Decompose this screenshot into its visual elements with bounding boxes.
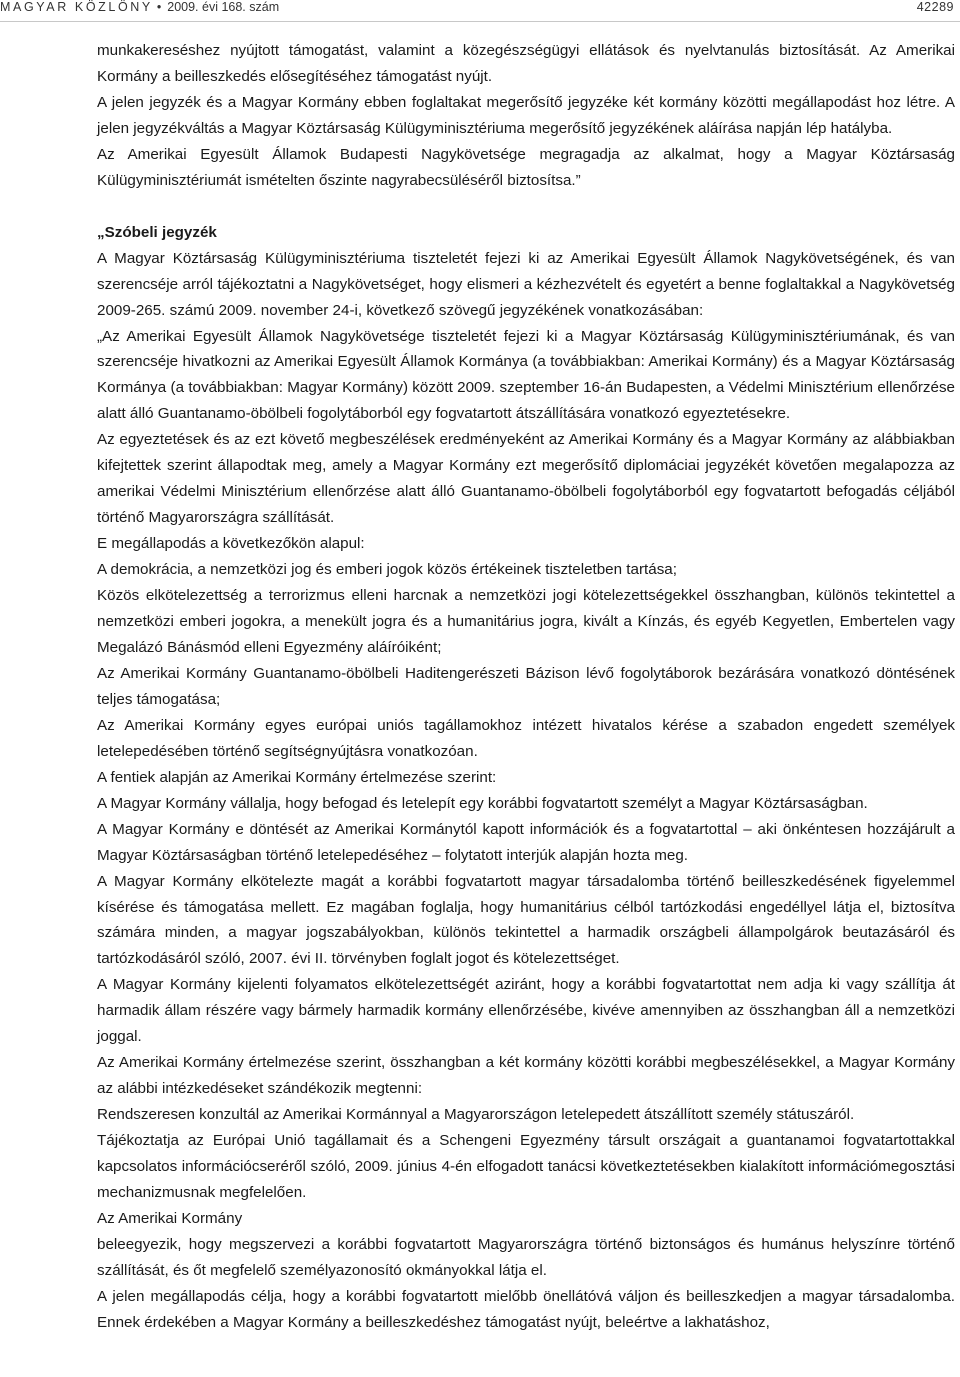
paragraph: A fentiek alapján az Amerikai Kormány értelmezése szerint:	[97, 768, 497, 786]
paragraph: A jelen jegyzék és a Magyar Kormány ebben foglaltakat megerősítő jegyzéke két kormány közötti megállapodást hoz létre. A jelen jegyzékváltás a Magyar Köztársaság Külügyminisztériuma megerősítő jegyzékének aláírása napján lép hatályba.	[97, 93, 955, 137]
header-divider	[0, 21, 960, 22]
paragraph: A Magyar Kormány elkötelezte magát a korábbi fogvatartott magyar társadalomba történő beilleszkedésének figyelemmel kísérése és támogatása mellett. Ez magában foglalja, hogy humanitárius célból tartózkodási engedéllyel látja el, biztosítva számára minden, a magyar jogszabályokban, különös tekintettel a harmadik országbeli állampolgárok beutazásáról és tartózkodásáról szóló, 2007. évi II. törvényben foglalt jogot és kötelezettséget.	[97, 872, 955, 968]
paragraph: Az Amerikai Kormány	[97, 1209, 243, 1227]
page-body	[97, 38, 955, 1336]
paragraph: munkakereséshez nyújtott támogatást, valamint a közegészségügyi ellátások és nyelvtanulás biztosítását. Az Amerikai Kormány a beilleszkedés elősegítéséhez támogatást nyújt.	[97, 42, 955, 85]
paragraph: E megállapodás a következőkön alapul:	[97, 535, 365, 553]
header-bullet: •	[156, 0, 162, 14]
paragraph: Az Amerikai Kormány Guantanamo-öbölbeli Haditengerészeti Bázison lévő fogolytáborok bezárására vonatkozó döntésének teljes támogatása;	[97, 664, 955, 708]
paragraph: A Magyar Köztársaság Külügyminisztériuma tiszteletét fejezi ki az Amerikai Egyesült Államok Nagykövetségének, és van szerencséje arról tájékoztatni a Nagykövetséget, hogy elismeri a kézhezvételt és egyetért a benne foglaltakkal a Nagykövetség 2009-265. számú 2009. november 24-i, következő szövegű jegyzékének vonatkozásában:	[97, 249, 955, 319]
paragraph: Az Amerikai Egyesült Államok Budapesti Nagykövetsége megragadja az alkalmat, hogy a Magyar Köztársaság Külügyminisztériumát ismételten őszinte nagyrabecsüléséről biztosítsa.”	[97, 145, 955, 189]
paragraph: A demokrácia, a nemzetközi jog és emberi jogok közös értékeinek tiszteletben tartása;	[97, 561, 677, 579]
paragraph: Közös elkötelezettség a terrorizmus elleni harcnak a nemzetközi jogi kötelezettségekkel összhangban, különös tekintettel a nemzetközi emberi jogokra, a menekült jogra és a humanitárius jogra, kivált a Kínzás, és egyéb Kegyetlen, Embertelen vagy Megalázó Bánásmód elleni Egyezmény aláíróiként;	[97, 587, 955, 656]
page-header	[0, 0, 960, 14]
paragraph: A Magyar Kormány vállalja, hogy befogad és letelepít egy korábbi fogvatartott személyt a Magyar Köztársaságban.	[97, 794, 868, 812]
paragraph: A Magyar Kormány kijelenti folyamatos elkötelezettségét aziránt, hogy a korábbi fogvatartottat nem adja ki vagy szállítja át harmadik állam részére vagy bármely harmadik kormány ellenőrzésébe, kivéve amennyiben az összhangban áll a nemzetközi joggal.	[97, 976, 955, 1046]
section-heading: „Szóbeli jegyzék	[97, 223, 217, 241]
journal-title: MAGYAR KÖZLÖNY	[0, 0, 153, 14]
page-number: 42289	[916, 0, 954, 14]
header-left	[0, 0, 279, 14]
paragraph: Az Amerikai Kormány egyes európai uniós tagállamokhoz intézett hivatalos kérése a szabadon engedett személyek letelepedésében történő segítségnyújtásra vonatkozóan.	[97, 716, 955, 760]
paragraph: Az Amerikai Kormány értelmezése szerint, összhangban a két kormány közötti korábbi megbeszélésekkel, a Magyar Kormány az alábbi intézkedéseket szándékozik megtenni:	[97, 1054, 955, 1098]
issue-label: 2009. évi 168. szám	[167, 0, 280, 14]
paragraph: Tájékoztatja az Európai Unió tagállamait és a Schengeni Egyezmény társult országait a guantanamoi fogvatartottakkal kapcsolatos információcseréről szóló, 2009. június 4-én elfogadott tanácsi következtetésekben kialakított információmegosztási mechanizmusnak megfelelően.	[97, 1132, 955, 1201]
paragraph: Rendszeresen konzultál az Amerikai Kormánnyal a Magyarországon letelepedett átszállított személy státuszáról.	[97, 1106, 855, 1124]
paragraph: beleegyezik, hogy megszervezi a korábbi fogvatartott Magyarországra történő biztonságos és humánus helyszínre történő szállítását, és őt megfelelő személyazonosító okmányokkal látja el.	[97, 1235, 955, 1279]
paragraph: Az egyeztetések és az ezt követő megbeszélések eredményeként az Amerikai Kormány és a Magyar Kormány az alábbiakban kifejtettek szerint állapodtak meg, amely a Magyar Kormány ezt megerősítő diplomáciai jegyzékét követően megalapozza az amerikai Védelmi Minisztérium ellenőrzése alatt álló Guantanamo-öbölbeli fogolytáborból egy fogvatartott befogadás céljából történő Magyarországra szállítását.	[97, 431, 955, 527]
paragraph: A Magyar Kormány e döntését az Amerikai Kormánytól kapott információk és a fogvatartottal – aki önkéntesen hozzájárult a Magyar Köztársaságban történő letelepedéséhez – folytatott interjúk alapján hozta meg.	[97, 820, 955, 864]
paragraph: „Az Amerikai Egyesült Államok Nagykövetsége tiszteletét fejezi ki a Magyar Köztársaság Külügyminisztériumának, és van szerencséje hivatkozni az Amerikai Egyesült Államok Kormánya (a továbbiakban: Amerikai Kormány) és a Magyar Köztársaság Kormánya (a továbbiakban: Magyar Kormány) között 2009. szeptember 16-án Budapesten, a Védelmi Minisztérium ellenőrzése alatt álló Guantanamo-öbölbeli fogolytáborból egy fogvatartott átszállítására vonatkozó egyeztetésekre.	[97, 327, 955, 423]
paragraph: A jelen megállapodás célja, hogy a korábbi fogvatartott mielőbb önellátóvá váljon és beilleszkedjen a magyar társadalomba. Ennek érdekében a Magyar Kormány a beilleszkedéshez támogatást nyújt, beleértve a lakhatáshoz,	[97, 1287, 955, 1331]
